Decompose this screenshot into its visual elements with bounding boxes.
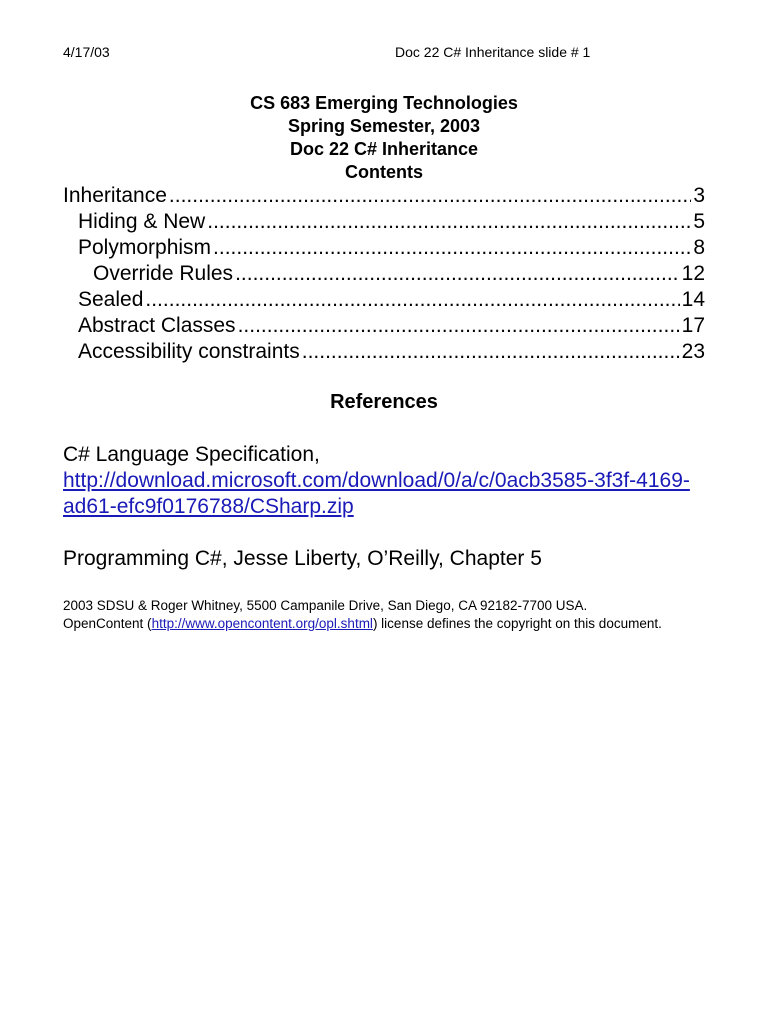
course-title: CS 683 Emerging Technologies	[250, 93, 518, 113]
toc-item-sealed[interactable]	[63, 287, 705, 313]
reference-csharp-spec	[63, 442, 743, 520]
toc-leader-dots	[169, 183, 691, 209]
header-slide-label: Doc 22 C# Inheritance slide # 1	[395, 44, 591, 60]
toc-item-title: Polymorphism	[78, 236, 212, 259]
toc-item-page: 23	[681, 340, 705, 363]
toc-item-title: Override Rules	[93, 262, 234, 285]
toc-leader-dots	[302, 339, 680, 365]
toc-item-title: Inheritance	[63, 184, 167, 207]
toc-item-page: 5	[693, 210, 705, 233]
toc-item-title: Abstract Classes	[78, 314, 236, 337]
toc-leader-dots	[235, 261, 680, 287]
toc-item-accessibility-constraints[interactable]	[63, 339, 705, 365]
license-address-line: 2003 SDSU & Roger Whitney, 5500 Campanile Drive, San Diego, CA 92182-7700 USA.	[63, 598, 588, 613]
table-of-contents	[63, 183, 705, 365]
toc-item-page: 17	[681, 314, 705, 337]
license-opencontent-line	[63, 615, 703, 633]
toc-leader-dots	[207, 209, 691, 235]
reference-programming-csharp: Programming C#, Jesse Liberty, O’Reilly, Chapter 5	[63, 547, 542, 570]
toc-item-hiding-new[interactable]	[63, 209, 705, 235]
references-heading: References	[330, 391, 438, 413]
license-suffix: ) license defines the copyright on this document.	[372, 616, 662, 631]
toc-item-page: 12	[681, 262, 705, 285]
toc-item-title: Accessibility constraints	[78, 340, 300, 363]
license-notice	[63, 597, 703, 633]
toc-item-page: 3	[693, 184, 705, 207]
toc-item-abstract-classes[interactable]	[63, 313, 705, 339]
contents-heading: Contents	[345, 162, 423, 182]
opencontent-license-link[interactable]: http://www.opencontent.org/opl.shtml	[151, 616, 373, 631]
reference-csharp-spec-title: C# Language Specification,	[63, 443, 320, 466]
header-date: 4/17/03	[63, 44, 110, 60]
doc-title: Doc 22 C# Inheritance	[289, 139, 479, 159]
toc-leader-dots	[238, 313, 680, 339]
toc-item-title: Sealed	[78, 288, 144, 311]
reference-csharp-spec-link[interactable]: http://download.microsoft.com/download/0/a/c/0acb3585-3f3f-4169-ad61-efc9f0176788/CSharp.zip	[63, 469, 690, 518]
toc-item-page: 8	[693, 236, 705, 259]
toc-item-inheritance[interactable]	[63, 183, 705, 209]
toc-item-polymorphism[interactable]	[63, 235, 705, 261]
toc-leader-dots	[213, 235, 691, 261]
title-block	[0, 92, 768, 184]
license-prefix: OpenContent (	[63, 616, 152, 631]
toc-item-title: Hiding & New	[78, 210, 206, 233]
toc-leader-dots	[145, 287, 679, 313]
toc-item-override-rules[interactable]	[63, 261, 705, 287]
toc-item-page: 14	[681, 288, 705, 311]
semester-title: Spring Semester, 2003	[287, 116, 481, 136]
